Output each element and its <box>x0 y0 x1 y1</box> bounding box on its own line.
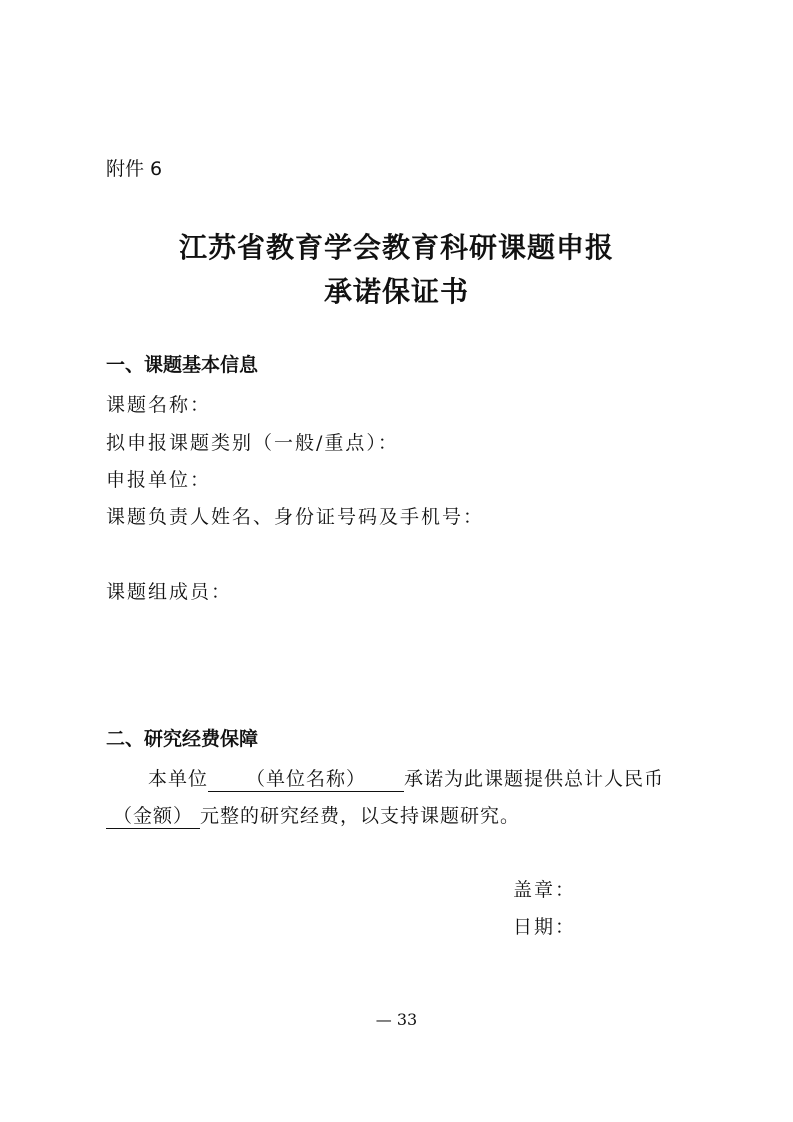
page-number: — 33 <box>375 1010 418 1029</box>
amount-blank: （金额） <box>106 801 200 829</box>
funding-paragraph-line2 <box>106 801 520 829</box>
page-title-line1: 江苏省教育学会教育科研课题申报 <box>178 231 614 264</box>
funding-middle: 承诺为此课题提供总计人民币 <box>404 768 665 790</box>
section1-heading: 一、课题基本信息 <box>106 354 259 376</box>
field-project-category: 拟申报课题类别（一般/重点）： <box>106 432 399 454</box>
section2-heading: 二、研究经费保障 <box>106 728 259 750</box>
field-project-name: 课题名称： <box>106 394 212 416</box>
funding-prefix: 本单位 <box>148 768 209 790</box>
unit-name-blank: （单位名称） <box>208 764 404 792</box>
date-label: 日期： <box>513 916 577 938</box>
page-title-line2: 承诺保证书 <box>323 275 469 308</box>
field-members: 课题组成员： <box>106 581 233 603</box>
funding-paragraph-line1 <box>148 764 664 792</box>
seal-label: 盖章： <box>513 879 577 901</box>
funding-suffix: 元整的研究经费，以支持课题研究。 <box>200 805 521 827</box>
field-applicant-unit: 申报单位： <box>106 469 212 491</box>
field-leader-info: 课题负责人姓名、身份证号码及手机号： <box>106 506 485 528</box>
attachment-label: 附件 6 <box>106 158 163 180</box>
